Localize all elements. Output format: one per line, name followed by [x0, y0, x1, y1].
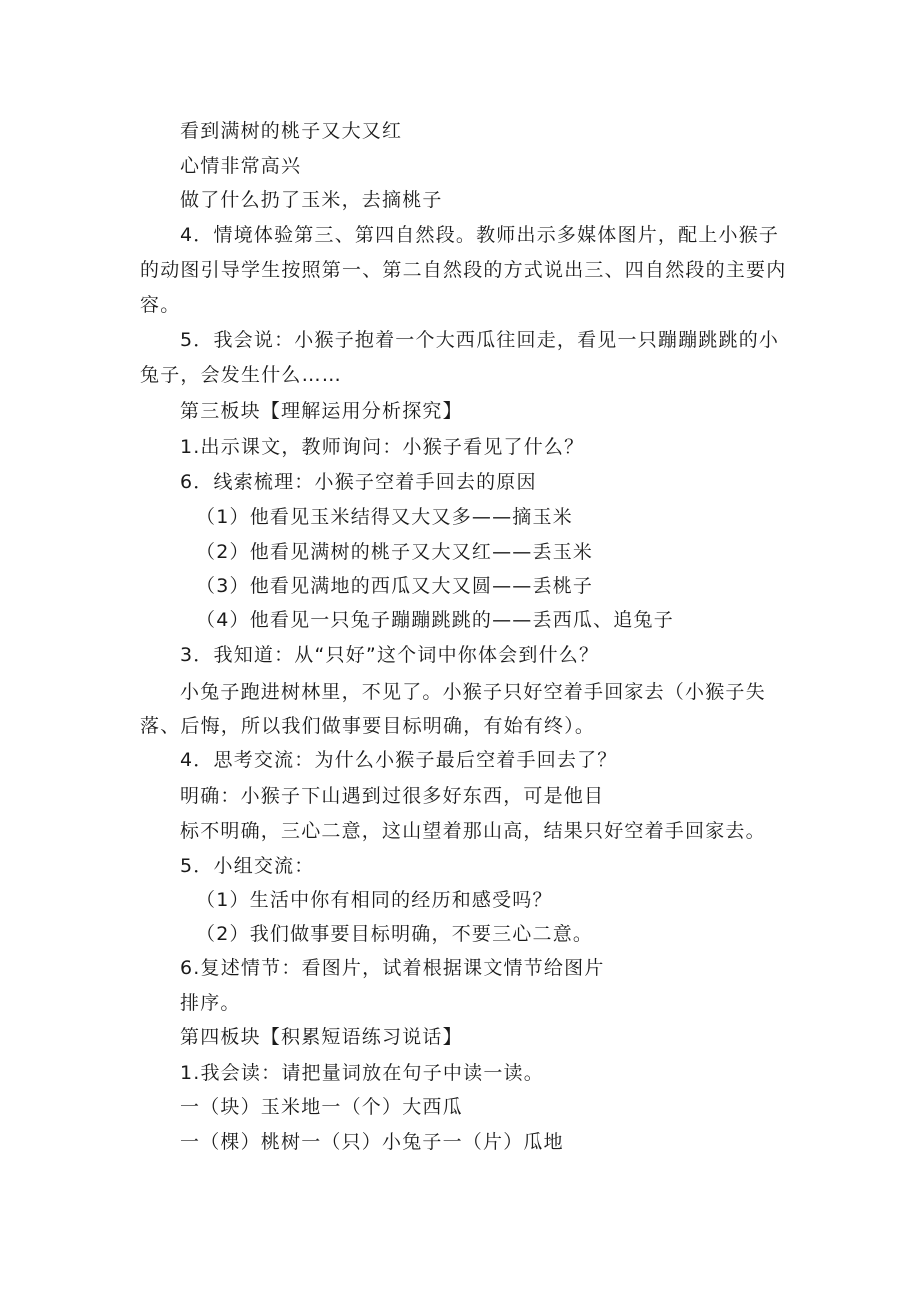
- text-line: 5．我会说：小猴子抱着一个大西瓜往回走，看见一只蹦蹦跳跳的小: [180, 329, 780, 351]
- text-line: 一（块）玉米地一（个）大西瓜: [180, 1096, 463, 1118]
- list-item: （2）他看见满树的桃子又大又红——丢玉米: [196, 541, 594, 563]
- text-line: 6.复述情节：看图片，试着根据课文情节给图片: [180, 957, 605, 979]
- list-item: （2）我们做事要目标明确，不要三心二意。: [196, 923, 594, 945]
- text-line: 1.出示课文，教师询问：小猴子看见了什么？: [180, 436, 585, 458]
- text-line: 5．小组交流：: [180, 855, 315, 877]
- text-line: 容。: [140, 294, 181, 316]
- text-line: 明确：小猴子下山遇到过很多好东西，可是他目: [180, 785, 605, 807]
- text-line: 4．思考交流：为什么小猴子最后空着手回去了？: [180, 749, 618, 771]
- list-item: （1）生活中你有相同的经历和感受吗？: [196, 889, 553, 911]
- list-item: （3）他看见满地的西瓜又大又圆——丢桃子: [196, 575, 594, 597]
- section-heading: 第三板块【理解运用分析探究】: [180, 400, 463, 422]
- text-line: 做了什么扔了玉米，去摘桃子: [180, 189, 443, 211]
- list-item: （1）他看见玉米结得又大又多——摘玉米: [196, 506, 573, 528]
- text-line: 3．我知道：从“只好”这个词中你体会到什么？: [180, 644, 600, 666]
- text-line: 兔子，会发生什么……: [140, 364, 343, 386]
- text-line: 标不明确，三心二意，这山望着那山高，结果只好空着手回家去。: [180, 820, 766, 842]
- section-heading: 第四板块【积累短语练习说话】: [180, 1026, 463, 1048]
- text-line: 小兔子跑进树林里，不见了。小猴子只好空着手回家去（小猴子失: [180, 681, 766, 703]
- text-line: 落、后悔，所以我们做事要目标明确，有始有终）。: [140, 715, 596, 737]
- list-item: （4）他看见一只兔子蹦蹦跳跳的——丢西瓜、追兔子: [196, 609, 674, 631]
- text-line: 排序。: [180, 992, 241, 1014]
- text-line: 的动图引导学生按照第一、第二自然段的方式说出三、四自然段的主要内: [140, 259, 787, 281]
- text-line: 看到满树的桃子又大又红: [180, 120, 403, 142]
- text-line: 1.我会读：请把量词放在句子中读一读。: [180, 1062, 544, 1084]
- text-line: 心情非常高兴: [180, 155, 302, 177]
- text-line: 一（棵）桃树一（只）小兔子一（片）瓜地: [180, 1131, 564, 1153]
- text-line: 6．线索梳理：小猴子空着手回去的原因: [180, 471, 537, 493]
- text-line: 4．情境体验第三、第四自然段。教师出示多媒体图片，配上小猴子: [180, 224, 780, 246]
